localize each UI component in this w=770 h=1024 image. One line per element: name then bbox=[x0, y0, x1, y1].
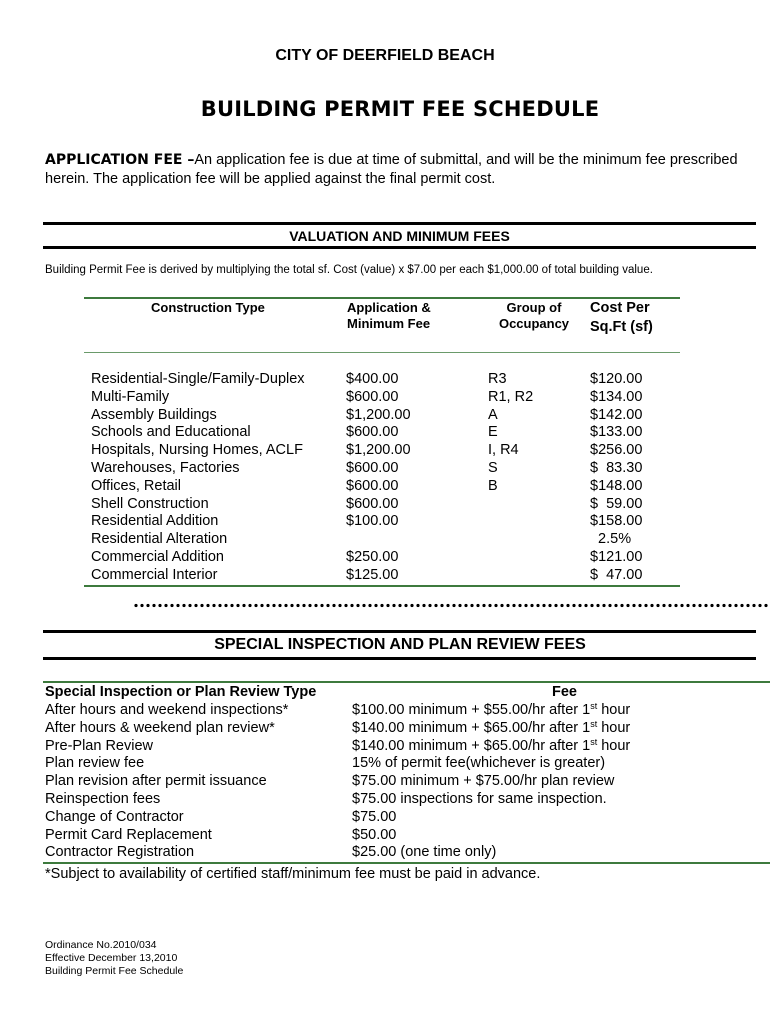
valuation-cell-fee: $125.00 bbox=[346, 566, 399, 583]
valuation-top-rule bbox=[43, 222, 756, 225]
special-header-fee: Fee bbox=[552, 684, 577, 700]
header-application-fee bbox=[347, 300, 431, 332]
valuation-cell-fee: $600.00 bbox=[346, 477, 399, 494]
valuation-bottom-rule bbox=[43, 246, 756, 249]
city-name: CITY OF DEERFIELD BEACH bbox=[275, 47, 495, 64]
footer-ordinance: Ordinance No.2010/034 bbox=[45, 939, 157, 951]
special-cell-fee: $50.00 bbox=[352, 826, 397, 843]
application-fee-paragraph bbox=[45, 151, 745, 189]
valuation-cell-type: Commercial Interior bbox=[91, 566, 218, 583]
valuation-cell-group: S bbox=[488, 459, 498, 476]
special-column-type bbox=[45, 702, 288, 862]
valuation-table-bottom-rule bbox=[84, 585, 680, 587]
valuation-cell-group bbox=[488, 549, 533, 567]
special-cell-type: After hours and weekend inspections* bbox=[45, 702, 289, 718]
special-cell-type: Contractor Registration bbox=[45, 844, 195, 861]
footer-document-name: Building Permit Fee Schedule bbox=[45, 965, 184, 977]
special-cell-fee: $25.00 (one time only) bbox=[352, 844, 497, 861]
valuation-note: Building Permit Fee is derived by multiplying the total sf. Cost (value) x $7.00 per each $1,000.00 of total building value. bbox=[45, 264, 653, 276]
special-cell-fee: $100.00 minimum + $55.00/hr after 1st hour bbox=[352, 701, 631, 718]
valuation-cell-group: I, R4 bbox=[488, 442, 519, 459]
valuation-cell-cost: 2.5% bbox=[590, 531, 632, 548]
dotted-separator bbox=[133, 603, 770, 608]
valuation-cell-fee: $600.00 bbox=[346, 459, 399, 476]
special-cell-type: After hours & weekend plan review* bbox=[45, 719, 275, 736]
valuation-cell-group: R3 bbox=[488, 371, 507, 387]
valuation-cell-type: Residential-Single/Family-Duplex bbox=[91, 371, 305, 387]
valuation-cell-group: R1, R2 bbox=[488, 388, 534, 405]
special-table-bottom-rule bbox=[43, 862, 770, 864]
valuation-cell-type: Shell Construction bbox=[91, 495, 209, 512]
valuation-cell-fee: $600.00 bbox=[346, 388, 399, 405]
header-application-fee-line1: Application & bbox=[347, 300, 431, 315]
valuation-cell-cost: $120.00 bbox=[590, 371, 643, 387]
special-cell-type: Permit Card Replacement bbox=[45, 826, 212, 843]
valuation-cell-type: Warehouses, Factories bbox=[91, 459, 240, 476]
valuation-cell-cost: $ 47.00 bbox=[590, 566, 643, 583]
valuation-cell-fee: $250.00 bbox=[346, 548, 399, 565]
valuation-cell-group bbox=[488, 496, 533, 514]
valuation-cell-type: Commercial Addition bbox=[91, 548, 224, 565]
valuation-cell-type: Offices, Retail bbox=[91, 477, 181, 494]
valuation-cell-type: Hospitals, Nursing Homes, ACLF bbox=[91, 442, 303, 459]
special-table-top-rule bbox=[43, 681, 770, 683]
header-cost-line2: Sq.Ft (sf) bbox=[590, 319, 653, 335]
application-fee-label: APPLICATION FEE – bbox=[45, 152, 195, 168]
special-bottom-rule bbox=[43, 657, 756, 660]
special-header-type: Special Inspection or Plan Review Type bbox=[45, 684, 317, 700]
footer-block bbox=[45, 939, 183, 978]
special-cell-type: Reinspection fees bbox=[45, 790, 161, 807]
valuation-cell-cost: $133.00 bbox=[590, 424, 643, 441]
valuation-cell-type: Multi-Family bbox=[91, 388, 170, 405]
valuation-header-rule bbox=[84, 352, 680, 353]
valuation-cell-cost: $158.00 bbox=[590, 513, 643, 530]
valuation-cell-fee: $1,200.00 bbox=[346, 406, 411, 423]
valuation-cell-cost: $ 83.30 bbox=[590, 459, 643, 476]
valuation-cell-type: Residential Addition bbox=[91, 513, 219, 530]
header-cost-line1: Cost Per bbox=[590, 300, 650, 316]
special-cell-fee: $75.00 minimum + $75.00/hr plan review bbox=[352, 773, 615, 790]
special-cell-fee: $75.00 inspections for same inspection. bbox=[352, 790, 607, 807]
special-cell-fee: 15% of permit fee(whichever is greater) bbox=[352, 755, 606, 772]
valuation-cell-type: Residential Alteration bbox=[91, 531, 228, 548]
special-cell-fee: $140.00 minimum + $65.00/hr after 1st hour bbox=[352, 736, 631, 754]
header-construction-type: Construction Type bbox=[151, 300, 265, 315]
header-cost-per-sqft bbox=[590, 299, 653, 337]
valuation-cell-cost: $148.00 bbox=[590, 477, 643, 494]
special-top-rule bbox=[43, 630, 756, 633]
special-cell-fee: $140.00 minimum + $65.00/hr after 1st hour bbox=[352, 718, 631, 736]
valuation-cell-cost: $ 59.00 bbox=[590, 495, 643, 512]
valuation-cell-fee bbox=[346, 531, 411, 549]
application-fee-text: An application fee is due at time of submittal, and will be the minimum fee prescribed herein. The application fee will be applied against the final permit cost. bbox=[45, 152, 738, 187]
footer-effective-date: Effective December 13,2010 bbox=[45, 952, 178, 964]
valuation-cell-group bbox=[488, 513, 533, 531]
valuation-cell-cost: $142.00 bbox=[590, 406, 643, 423]
header-application-fee-line2: Minimum Fee bbox=[347, 316, 431, 331]
valuation-cell-type: Schools and Educational bbox=[91, 424, 251, 441]
valuation-cell-fee: $600.00 bbox=[346, 424, 399, 441]
valuation-cell-group: B bbox=[488, 477, 498, 494]
header-group-line1: Group of bbox=[506, 300, 562, 315]
special-footnote: *Subject to availability of certified staff/minimum fee must be paid in advance. bbox=[45, 866, 541, 882]
special-cell-type: Plan review fee bbox=[45, 755, 145, 772]
special-cell-type: Change of Contractor bbox=[45, 808, 184, 825]
valuation-cell-cost: $134.00 bbox=[590, 388, 643, 405]
valuation-cell-group: E bbox=[488, 424, 498, 441]
valuation-cell-fee: $400.00 bbox=[346, 371, 399, 387]
valuation-cell-type: Assembly Buildings bbox=[91, 406, 217, 423]
valuation-cell-cost: $256.00 bbox=[590, 442, 643, 459]
valuation-cell-group: A bbox=[488, 406, 498, 423]
valuation-heading: VALUATION AND MINIMUM FEES bbox=[289, 228, 510, 244]
column-construction-type bbox=[91, 371, 305, 585]
valuation-cell-cost: $121.00 bbox=[590, 548, 643, 565]
special-heading: SPECIAL INSPECTION AND PLAN REVIEW FEES bbox=[214, 636, 586, 653]
column-group-occupancy bbox=[488, 371, 533, 585]
special-column-fee bbox=[352, 702, 630, 862]
valuation-cell-group bbox=[488, 531, 533, 549]
column-cost-per-sqft bbox=[590, 371, 642, 585]
valuation-cell-fee: $100.00 bbox=[346, 513, 399, 530]
special-cell-fee: $75.00 bbox=[352, 808, 397, 825]
special-cell-type: Pre-Plan Review bbox=[45, 737, 153, 754]
valuation-cell-fee: $1,200.00 bbox=[346, 442, 411, 459]
page-title: BUILDING PERMIT FEE SCHEDULE bbox=[200, 97, 600, 121]
header-group-line2: Occupancy bbox=[498, 316, 570, 331]
special-cell-type: Plan revision after permit issuance bbox=[45, 773, 267, 790]
header-group-occupancy bbox=[495, 300, 573, 332]
valuation-cell-group bbox=[488, 567, 533, 585]
column-application-fee bbox=[346, 371, 411, 585]
valuation-cell-fee: $600.00 bbox=[346, 495, 399, 512]
